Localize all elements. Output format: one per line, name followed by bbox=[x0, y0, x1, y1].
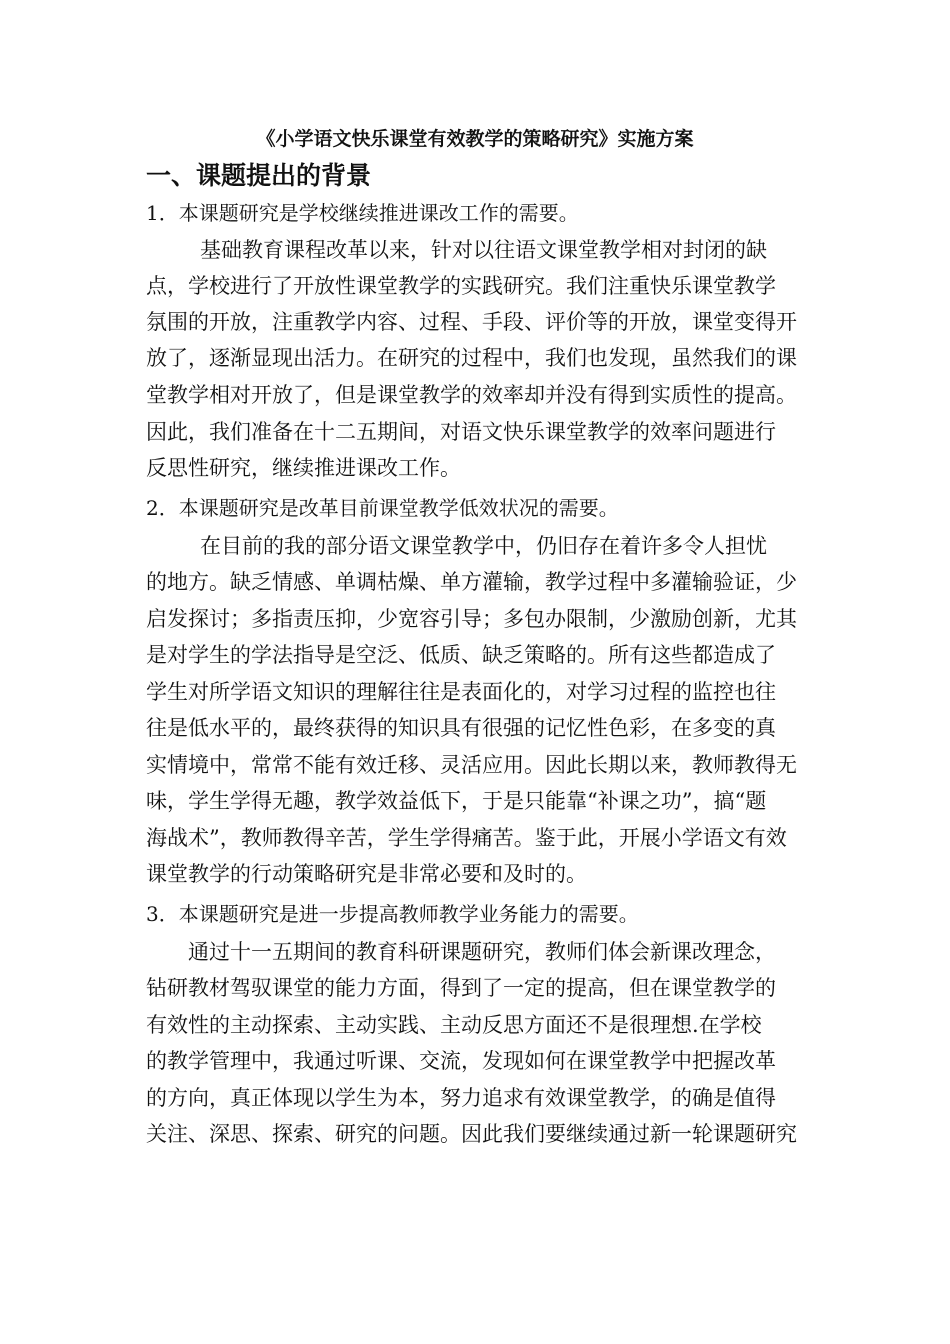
paragraph-2-line: 的地方。缺乏情感、单调枯燥、单方灌输，教学过程中多灌输验证，少 bbox=[146, 570, 797, 594]
paragraph-2-line: 启发探讨；多指责压抑，少宽容引导；多包办限制，少激励创新，尤其 bbox=[146, 607, 797, 631]
paragraph-2-line: 味，学生学得无趣，教学效益低下，于是只能靠“补课之功”，搞“题 bbox=[146, 789, 767, 813]
paragraph-3-line: 钻研教材驾驭课堂的能力方面，得到了一定的提高，但在课堂教学的 bbox=[146, 976, 776, 1000]
paragraph-1-line: 堂教学相对开放了，但是课堂教学的效率却并没有得到实质性的提高。 bbox=[146, 383, 797, 407]
paragraph-1-line: 反思性研究，继续推进课改工作。 bbox=[146, 456, 461, 480]
paragraph-1-line: 放了，逐渐显现出活力。在研究的过程中，我们也发现，虽然我们的课 bbox=[146, 346, 797, 370]
paragraph-3-line: 的方向，真正体现以学生为本，努力追求有效课堂教学，的确是值得 bbox=[146, 1086, 776, 1110]
paragraph-3-line: 有效性的主动探索、主动实践、主动反思方面还不是很理想.在学校 bbox=[146, 1013, 762, 1037]
paragraph-3-line: 通过十一五期间的教育科研课题研究，教师们体会新课改理念， bbox=[188, 940, 776, 964]
paragraph-1-line: 点，学校进行了开放性课堂教学的实践研究。我们注重快乐课堂教学 bbox=[146, 274, 776, 298]
paragraph-2-line: 往是低水平的，最终获得的知识具有很强的记忆性色彩，在多变的真 bbox=[146, 716, 776, 740]
paragraph-1-line: 氛围的开放，注重教学内容、过程、手段、评价等的开放，课堂变得开 bbox=[146, 310, 797, 334]
paragraph-2-line: 实情境中，常常不能有效迁移、灵活应用。因此长期以来，教师教得无 bbox=[146, 753, 797, 777]
paragraph-1-line: 因此，我们准备在十二五期间，对语文快乐课堂教学的效率问题进行 bbox=[146, 420, 776, 444]
item-1: 1．本课题研究是学校继续推进课改工作的需要。 bbox=[146, 201, 579, 225]
paragraph-2-line: 海战术”，教师教得辛苦，学生学得痛苦。鉴于此，开展小学语文有效 bbox=[146, 826, 787, 850]
section-heading: 一、课题提出的背景 bbox=[146, 161, 372, 190]
paragraph-1-line: 基础教育课程改革以来，针对以往语文课堂教学相对封闭的缺 bbox=[200, 238, 767, 262]
paragraph-3-line: 的教学管理中，我通过听课、交流，发现如何在课堂教学中把握改革 bbox=[146, 1049, 776, 1073]
item-2: 2．本课题研究是改革目前课堂教学低效状况的需要。 bbox=[146, 496, 619, 520]
paragraph-3-line: 关注、深思、探索、研究的问题。因此我们要继续通过新一轮课题研究 bbox=[146, 1122, 797, 1146]
paragraph-2-line: 学生对所学语文知识的理解往往是表面化的，对学习过程的监控也往 bbox=[146, 680, 776, 704]
paragraph-2-line: 课堂教学的行动策略研究是非常必要和及时的。 bbox=[146, 862, 587, 886]
paragraph-2-line: 在目前的我的部分语文课堂教学中，仍旧存在着许多令人担忧 bbox=[200, 534, 767, 558]
item-3: 3．本课题研究是进一步提高教师教学业务能力的需要。 bbox=[146, 902, 639, 926]
document-title: 《小学语文快乐课堂有效教学的策略研究》实施方案 bbox=[256, 128, 694, 150]
paragraph-2-line: 是对学生的学法指导是空泛、低质、缺乏策略的。所有这些都造成了 bbox=[146, 643, 776, 667]
